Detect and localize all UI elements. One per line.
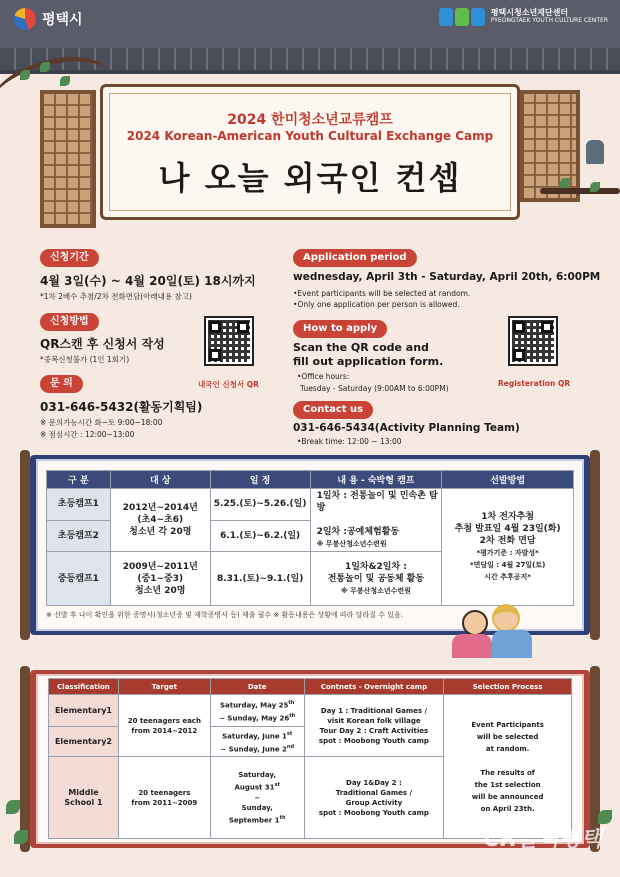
period-label-en: Application period <box>293 249 417 267</box>
center-emblem-icon <box>439 8 485 26</box>
content-day1: 1일차 : 전통놀이 및 민속촌 탐방 <box>316 491 438 513</box>
ordinal-suffix: nd <box>286 743 295 750</box>
sel-line: at random. <box>485 744 530 753</box>
schedule-table-ko <box>46 470 574 606</box>
date-line: Sunday, <box>241 803 273 812</box>
period-note-en-2: •Only one application per person is allowed. <box>293 300 460 309</box>
scroll-rod-right <box>590 450 600 640</box>
target-count: 20 teenagers <box>138 788 191 797</box>
lattice-window-left <box>40 90 96 228</box>
qr-caption-english: Registeration QR <box>498 379 571 388</box>
qr-code-korean[interactable] <box>204 316 254 366</box>
title-panel <box>100 84 520 220</box>
leaf-decoration <box>14 830 28 844</box>
content-line: Group Activity <box>345 798 403 807</box>
lunch-ko: ※ 점심시간 : 12:00~13:00 <box>40 430 135 439</box>
target-years: 2009년~2011년 <box>122 561 198 572</box>
content-venue: spot : Moobong Youth camp <box>318 736 429 745</box>
qr-code-english[interactable] <box>508 316 558 366</box>
break-en: •Break time: 12:00 ~ 13:00 <box>297 437 402 446</box>
method-ko: QR스캔 후 신청서 작성 <box>40 337 165 351</box>
qr-caption-korean: 내국인 신청서 QR <box>198 380 259 389</box>
table-note-ko: ※ 선발 후 나이 확인을 위한 증명서(청소년증 및 재학증명서 등) 제출 필수 ※ 활동내용은 상황에 따라 달라질 수 있음. <box>46 611 403 619</box>
child-figure-icon <box>492 604 520 632</box>
row-cat: 초등캠프2 <box>47 520 111 552</box>
child-figure-icon <box>462 610 488 636</box>
ordinal-suffix: st <box>286 731 293 738</box>
select-interview: *면담일 : 4월 27일(토) <box>469 561 546 569</box>
header-classification-ko: 구 분 <box>47 471 111 489</box>
method-label-ko: 신청방법 <box>40 313 99 331</box>
leaf-decoration <box>40 62 50 72</box>
ordinal-suffix: st <box>274 782 280 789</box>
sel-line: Event Participants <box>471 720 544 729</box>
header-target-en: Target <box>118 679 210 695</box>
date-line: August 31 <box>234 783 275 792</box>
leaf-decoration <box>560 178 570 188</box>
sel-line: on April 23th. <box>480 804 535 813</box>
method-note-ko: *중복신청불가 (1인 1회기) <box>40 355 130 364</box>
header-target-ko: 대 상 <box>110 471 210 489</box>
target-years: from 2014~2012 <box>131 726 198 735</box>
target-grades: (초4~초6) <box>137 515 184 525</box>
city-name: 평택시 <box>42 12 83 28</box>
period-label-ko: 신청기간 <box>40 249 99 267</box>
date-start: Saturday, May 25 <box>220 701 289 710</box>
method-label-en: How to apply <box>293 320 387 338</box>
contact-label-en: Contact us <box>293 401 373 419</box>
ordinal-suffix: th <box>279 814 286 821</box>
center-subtitle: PYEONGTAEK YOUTH CULTURE CENTER <box>490 17 608 24</box>
period-ko: 4월 3일(수) ~ 4월 20일(토) 18시까지 <box>40 274 256 288</box>
content-day1: Day 1 : Traditional Games / <box>320 706 428 715</box>
schedule-table-en <box>48 678 572 839</box>
row-cat: 중등캠프1 <box>47 552 111 606</box>
phone-en: 031-646-5434(Activity Planning Team) <box>293 422 520 434</box>
period-note-ko: *1차 2배수 추첨/2차 전화면담(아래내용 참고) <box>40 292 192 301</box>
scroll-rod-left <box>20 450 30 640</box>
method-en-2: fill out application form. <box>293 355 444 368</box>
period-en: wednesday, April 3th - Saturday, April 20th, 6:00PM <box>293 271 601 283</box>
content-venue: ※ 무봉산청소년수련원 <box>340 586 411 595</box>
period-note-en-1: •Event participants will be selected at random. <box>293 289 471 298</box>
header-selection-ko: 선발방법 <box>442 471 574 489</box>
target-count: 청소년 각 20명 <box>129 527 192 537</box>
row-date: 6.1.(토)~6.2.(일) <box>210 520 310 552</box>
target-count: 청소년 20명 <box>135 585 186 596</box>
center-name: 평택시청소년재단센터 <box>490 8 569 17</box>
content-day2: Tour Day 2 : Craft Activities <box>319 726 429 735</box>
leaf-decoration <box>60 76 70 86</box>
sel-line: the 1st selection <box>474 780 541 789</box>
leaf-decoration <box>20 70 30 80</box>
watermark-logo: CR클릭평택 <box>483 827 602 852</box>
select-time: 시간 추후공지* <box>484 573 531 581</box>
office-en: Tuesday - Saturday (9:00AM to 6:00PM) <box>300 384 449 393</box>
target-grades: (중1~중3) <box>137 573 184 584</box>
sel-line: The results of <box>480 768 535 777</box>
lattice-window-right <box>520 90 580 202</box>
scroll-rod-left <box>20 666 30 852</box>
leaf-decoration <box>6 800 20 814</box>
date-start: Saturday, June 1 <box>222 732 287 741</box>
row-cat: 초등캠프1 <box>47 489 111 521</box>
content-line: Traditional Games / <box>335 788 413 797</box>
hours-ko: ※ 문의가능시간 화~토 9:00~18:00 <box>40 418 163 427</box>
target-years: 2012년~2014년 <box>122 503 198 513</box>
ordinal-suffix: th <box>288 700 295 707</box>
select-announce: 추첨 발표일 4월 23일(화) <box>454 524 561 534</box>
office-label-en: •Office hours: <box>297 372 350 381</box>
content-venue: ※ 무봉산청소년수련원 <box>316 540 387 548</box>
select-step2: 2차 전화 면담 <box>479 536 536 546</box>
header-date-en: Date <box>210 679 304 695</box>
content-days: 1일차&2일차 : <box>344 561 407 572</box>
target-years: from 2011~2009 <box>131 798 198 807</box>
title-korean: 2024 한미청소년교류캠프 <box>227 112 393 128</box>
row-cat: Elementary1 <box>49 695 119 727</box>
city-emblem-icon <box>14 8 36 30</box>
row-date: 5.25.(토)~5.26.(일) <box>210 489 310 521</box>
leaf-decoration <box>590 182 600 192</box>
date-end: ~ Sunday, May 26 <box>219 713 290 722</box>
hanbok-icon <box>492 630 532 658</box>
center-logo <box>439 8 608 26</box>
header-selection-en: Selection Process <box>444 679 572 695</box>
header-date-ko: 일 정 <box>210 471 310 489</box>
header-classification-en: Classification <box>49 679 119 695</box>
content-days: Day 1&Day 2 : <box>346 778 402 787</box>
title-english: 2024 Korean-American Youth Cultural Exchange Camp <box>126 129 494 143</box>
date-line: ~ <box>254 793 261 802</box>
table-row <box>47 489 574 521</box>
sel-line: will be announced <box>471 792 544 801</box>
phone-ko: 031-646-5432(활동기획팀) <box>40 400 203 414</box>
content-day1b: visit Korean folk village <box>327 716 421 725</box>
content-activity: 전통놀이 및 공동체 활동 <box>327 573 425 584</box>
content-day2: 2일차 :공예체험활동 <box>316 527 400 537</box>
header-content-ko: 내 용 - 숙박형 캠프 <box>310 471 442 489</box>
date-end: ~ Sunday, June 2 <box>220 744 287 753</box>
select-criteria: *평가기준 : 자발성* <box>476 549 539 557</box>
target-count: 20 teenagers each <box>127 716 201 725</box>
main-title: 나 오늘 외국인 컨셉 <box>158 159 462 197</box>
branch-right-decoration <box>540 188 620 194</box>
hanbok-icon <box>452 634 492 658</box>
table-row <box>49 695 572 727</box>
row-cat: Elementary2 <box>49 727 119 757</box>
ordinal-suffix: th <box>289 712 296 719</box>
date-line: September 1 <box>228 815 280 824</box>
row-date: 8.31.(토)~9.1.(일) <box>210 552 310 606</box>
row-cat-line1: Middle <box>68 787 99 797</box>
select-step1: 1차 전자추첨 <box>481 512 535 522</box>
content-venue: spot : Moobong Youth camp <box>318 808 429 817</box>
row-cat-line2: School 1 <box>64 797 103 807</box>
date-line: Saturday, <box>238 771 277 780</box>
sel-line: will be selected <box>476 732 539 741</box>
contact-label-ko: 문 의 <box>40 375 83 393</box>
header-content-en: Contnets - Overnight camp <box>304 679 444 695</box>
wind-bell-icon <box>586 140 604 164</box>
method-en-1: Scan the QR code and <box>293 341 429 354</box>
city-logo <box>14 8 83 30</box>
